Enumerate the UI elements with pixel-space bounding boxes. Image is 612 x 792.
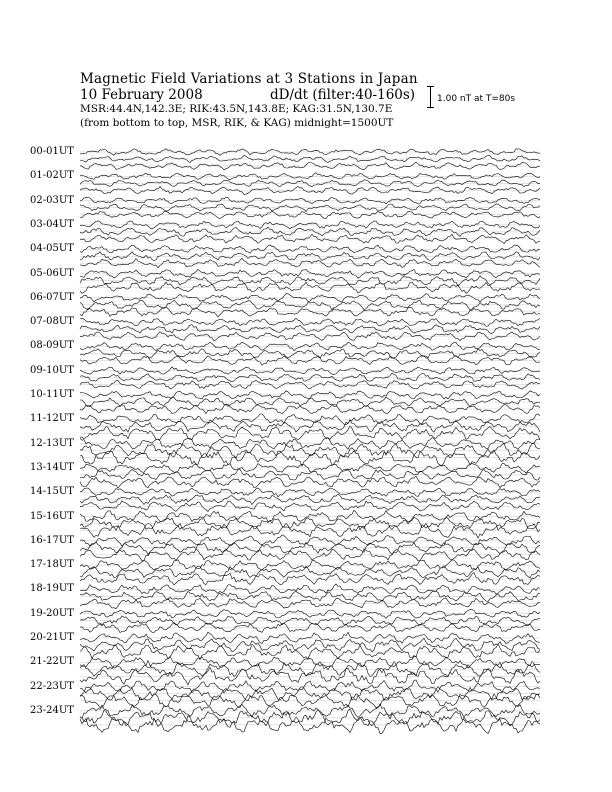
trace-15-16UT-KAG	[80, 510, 540, 522]
station-coordinates: MSR:44.4N,142.3E; RIK:43.5N,143.8E; KAG:31.5N,130.7E	[80, 103, 393, 115]
row-label-20-21UT: 20-21UT	[30, 632, 74, 643]
row-label-14-15UT: 14-15UT	[30, 486, 74, 498]
trace-02-03UT-MSR	[80, 211, 540, 218]
row-label-16-17UT: 16-17UT	[30, 534, 74, 546]
trace-21-22UT-RIK	[80, 661, 540, 677]
station-order-note: (from bottom to top, MSR, RIK, & KAG) midnight=1500UT	[80, 117, 394, 129]
row-label-10-11UT: 10-11UT	[30, 389, 74, 400]
row-label-04-05UT: 04-05UT	[30, 243, 74, 255]
scale-label: 1.00 nT at T=80s	[437, 94, 516, 104]
row-label-06-07UT: 06-07UT	[30, 291, 74, 303]
row-label-07-08UT: 07-08UT	[30, 316, 74, 328]
trace-18-19UT-KAG	[80, 584, 540, 594]
row-label-05-06UT: 05-06UT	[30, 267, 74, 279]
chart-filter: dD/dt (filter:40-160s)	[270, 87, 416, 103]
row-label-15-16UT: 15-16UT	[30, 510, 74, 522]
row-label-01-02UT: 01-02UT	[30, 170, 74, 182]
trace-17-18UT-MSR	[80, 573, 540, 585]
row-label-21-22UT: 21-22UT	[30, 656, 74, 668]
row-label-18-19UT: 18-19UT	[30, 583, 74, 595]
trace-13-14UT-RIK	[80, 469, 540, 480]
row-label-23-24UT: 23-24UT	[30, 704, 74, 716]
row-label-11-12UT: 11-12UT	[30, 413, 74, 425]
trace-13-14UT-KAG	[80, 463, 540, 473]
row-label-17-18UT: 17-18UT	[30, 559, 74, 571]
row-label-08-09UT: 08-09UT	[30, 340, 74, 352]
trace-12-13UT-RIK	[80, 443, 540, 458]
trace-14-15UT-KAG	[80, 488, 540, 497]
trace-06-07UT-RIK	[80, 300, 540, 310]
row-label-00-01UT: 00-01UT	[30, 146, 74, 157]
row-label-02-03UT: 02-03UT	[30, 194, 74, 206]
chart-title: Magnetic Field Variations at 3 Stations in Japan	[80, 71, 418, 87]
trace-19-20UT-KAG	[80, 610, 540, 619]
trace-05-06UT-KAG	[80, 269, 540, 278]
row-label-12-13UT: 12-13UT	[30, 437, 74, 449]
chart-date: 10 February 2008	[80, 87, 203, 103]
row-label-19-20UT: 19-20UT	[30, 607, 74, 619]
row-label-13-14UT: 13-14UT	[30, 461, 74, 473]
row-label-09-10UT: 09-10UT	[30, 364, 74, 376]
row-label-03-04UT: 03-04UT	[30, 218, 74, 230]
row-label-22-23UT: 22-23UT	[30, 680, 74, 692]
trace-05-06UT-RIK	[80, 276, 540, 286]
trace-23-24UT-MSR	[80, 716, 540, 734]
